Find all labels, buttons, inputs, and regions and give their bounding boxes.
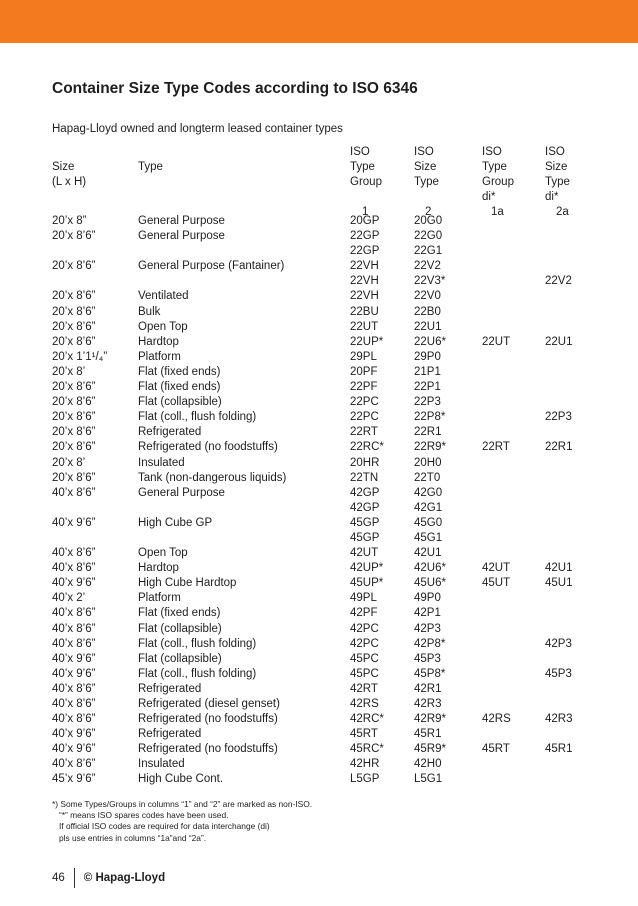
cell-iso-group: 42HR (350, 758, 380, 771)
col-number-1: 1 (362, 206, 369, 218)
cell-iso-group: 22RC* (350, 441, 384, 454)
col-header-size: Size (L x H) (52, 161, 87, 188)
table-row (52, 214, 605, 229)
cell-size: 20’x 8” (52, 215, 87, 227)
cell-iso-size-type-di: 45P3 (545, 667, 572, 680)
cell-size: 20’x 8’6” (52, 290, 96, 303)
cell-iso-group-di (482, 697, 545, 712)
cell-iso-size-type: 29P0 (414, 350, 441, 363)
cell-iso-group-di: 22RT (482, 441, 510, 454)
cell-type: Refrigerated (138, 682, 202, 695)
cell-iso-group-di: 22UT (482, 335, 511, 348)
cell-iso-group-di (482, 365, 545, 380)
col-header-iso-size-type-di: ISO Size Type di* (545, 146, 570, 203)
cell-iso-group: 42RC* (350, 713, 384, 726)
cell-iso-group: 45GP (350, 516, 380, 529)
cell-iso-group-di (482, 305, 545, 320)
table-row (52, 471, 605, 486)
cell-size: 40’x 8’6” (52, 713, 96, 726)
container-codes-table (52, 214, 605, 788)
table-row (52, 516, 605, 531)
table-row (52, 546, 605, 561)
cell-size: 20’x 1’1¹/₄” (52, 350, 108, 363)
cell-iso-group: 22VH (350, 275, 379, 288)
cell-iso-size-type-di (545, 289, 605, 304)
cell-iso-size-type-di (545, 395, 605, 410)
table-row (52, 727, 605, 742)
table-row (52, 757, 605, 772)
cell-type: High Cube GP (138, 516, 213, 529)
cell-iso-size-type-di (545, 606, 605, 621)
cell-size (52, 531, 138, 546)
cell-iso-size-type-di: 45R1 (545, 743, 573, 756)
cell-type (138, 274, 350, 289)
cell-iso-group-di (482, 516, 545, 531)
cell-iso-size-type: 22R9* (414, 441, 446, 454)
cell-iso-group: 42GP (350, 486, 380, 499)
cell-iso-size-type: 22P1 (414, 381, 441, 394)
cell-iso-group: 42UT (350, 547, 379, 560)
footnote: *) Some Types/Groups in columns “1” and “2” are marked as non-ISO. “*” means ISO spares codes have been used. If official ISO codes are required for data interchange (di) pls use entries in columns “1a”and “2a”. (52, 799, 313, 843)
cell-iso-size-type: 42R3 (414, 698, 442, 710)
cell-iso-group: 20GP (350, 215, 380, 227)
cell-size: 40’x 8’6” (52, 758, 96, 771)
cell-iso-size-type-di (545, 320, 605, 335)
cell-type: Flat (fixed ends) (138, 607, 221, 620)
cell-type: Refrigerated (no foodstuffs) (138, 713, 278, 726)
cell-iso-size-type-di: 42U1 (545, 562, 573, 575)
cell-size: 45’x 9’6” (52, 773, 96, 786)
table-row (52, 697, 605, 712)
cell-type: General Purpose (Fantainer) (138, 260, 285, 273)
cell-iso-group-di (482, 667, 545, 682)
cell-iso-group: 42PC (350, 637, 379, 650)
cell-iso-group-di (482, 350, 545, 365)
cell-type: General Purpose (138, 215, 225, 227)
table-row (52, 289, 605, 304)
cell-iso-size-type: 42G1 (414, 501, 443, 514)
table-row (52, 712, 605, 727)
cell-size: 40’x 9’6” (52, 516, 96, 529)
cell-iso-group: 45RC* (350, 743, 384, 756)
cell-iso-group-di (482, 727, 545, 742)
cell-type: Bulk (138, 305, 161, 318)
table-row (52, 456, 605, 471)
table-row (52, 259, 605, 274)
cell-iso-size-type-di (545, 456, 605, 471)
cell-iso-group-di (482, 320, 545, 335)
table-row (52, 486, 605, 501)
cell-type: High Cube Cont. (138, 773, 224, 786)
cell-iso-group: 45GP (350, 531, 380, 544)
cell-iso-group: 45PC (350, 652, 379, 665)
cell-type: Flat (collapsible) (138, 652, 222, 665)
col-number-1a: 1a (491, 206, 504, 218)
cell-iso-group-di (482, 591, 545, 606)
cell-size: 40’x 8’6” (52, 562, 96, 575)
cell-iso-size-type: 42R1 (414, 682, 442, 695)
cell-iso-size-type: 45R9* (414, 743, 446, 756)
cell-iso-size-type-di (545, 622, 605, 637)
cell-iso-size-type: 45P3 (414, 652, 441, 665)
cell-size: 20’x 8’6” (52, 471, 96, 484)
cell-iso-group: 42RS (350, 698, 379, 710)
cell-size: 20’x 8’6” (52, 441, 96, 454)
cell-iso-size-type-di: 45U1 (545, 577, 573, 590)
table-row (52, 380, 605, 395)
cell-type: Refrigerated (138, 426, 202, 439)
col-header-iso-group-di: ISO Type Group di* (482, 146, 514, 203)
cell-iso-size-type: 22P3 (414, 396, 441, 409)
cell-iso-group-di: 45UT (482, 577, 511, 590)
cell-iso-size-type: 42R9* (414, 713, 446, 726)
cell-iso-size-type-di (545, 772, 605, 787)
cell-iso-group: 22PC (350, 411, 379, 424)
cell-iso-group: 22RT (350, 426, 378, 439)
cell-type: General Purpose (138, 230, 225, 243)
cell-type: Hardtop (138, 335, 179, 348)
cell-iso-group-di (482, 652, 545, 667)
cell-iso-size-type: 42G0 (414, 486, 443, 499)
cell-iso-size-type-di (545, 380, 605, 395)
cell-iso-size-type: 22V0 (414, 290, 441, 303)
page-footer (52, 868, 165, 888)
cell-iso-group: 22TN (350, 471, 379, 484)
cell-iso-group: 22PF (350, 381, 378, 394)
cell-iso-group: 22VH (350, 260, 379, 273)
cell-iso-size-type-di (545, 259, 605, 274)
cell-size: 20’x 8’6” (52, 230, 96, 243)
cell-iso-group-di: 45RT (482, 743, 510, 756)
cell-type: Tank (non-dangerous liquids) (138, 471, 287, 484)
cell-iso-group: 42PF (350, 607, 378, 620)
cell-iso-size-type: 45R1 (414, 728, 442, 741)
cell-iso-group: 22UT (350, 320, 379, 333)
table-row (52, 335, 605, 350)
cell-iso-size-type-di (545, 591, 605, 606)
table-row (52, 229, 605, 244)
cell-iso-size-type: 42P3 (414, 622, 441, 635)
table-header (0, 145, 638, 218)
cell-iso-size-type-di: 42P3 (545, 637, 572, 650)
cell-iso-size-type-di: 22R1 (545, 441, 573, 454)
cell-iso-group: 42GP (350, 501, 380, 514)
cell-iso-size-type: 22U6* (414, 335, 446, 348)
table-row (52, 576, 605, 591)
cell-iso-size-type: 49P0 (414, 592, 441, 605)
cell-size: 20’x 8’6” (52, 320, 96, 333)
cell-iso-group-di (482, 486, 545, 501)
cell-iso-group-di (482, 274, 545, 289)
cell-size: 20’x 8’6” (52, 411, 96, 424)
cell-size: 40’x 8’6” (52, 622, 96, 635)
cell-size: 40’x 8’6” (52, 698, 96, 710)
cell-iso-size-type-di (545, 305, 605, 320)
cell-size: 20’x 8’ (52, 456, 86, 469)
cell-iso-group: 42UP* (350, 562, 384, 575)
cell-iso-size-type: 42P1 (414, 607, 441, 620)
cell-iso-group: 45RT (350, 728, 378, 741)
cell-iso-group: 49PL (350, 592, 377, 605)
cell-iso-size-type-di (545, 425, 605, 440)
cell-type: Flat (coll., flush folding) (138, 667, 257, 680)
cell-iso-size-type: 45U6* (414, 577, 446, 590)
cell-iso-size-type: 22T0 (414, 471, 441, 484)
cell-size: 40’x 8’6” (52, 486, 96, 499)
cell-type: Refrigerated (no foodstuffs) (138, 743, 278, 756)
cell-iso-size-type-di (545, 350, 605, 365)
cell-iso-size-type: 22V2 (414, 260, 441, 273)
cell-iso-size-type: L5G1 (414, 773, 443, 786)
cell-iso-group-di: 42RS (482, 713, 511, 726)
cell-iso-group-di (482, 456, 545, 471)
cell-iso-size-type-di (545, 501, 605, 516)
table-row (52, 637, 605, 652)
cell-iso-size-type: 45P8* (414, 667, 446, 680)
table-row (52, 440, 605, 455)
cell-iso-group-di (482, 757, 545, 772)
col-header-iso-size-type: ISO Size Type (414, 146, 439, 188)
cell-iso-group: 22GP (350, 230, 380, 243)
table-row (52, 320, 605, 335)
cell-iso-size-type: 22G1 (414, 245, 443, 258)
cell-iso-size-type: 22V3* (414, 275, 446, 288)
cell-type: Flat (coll., flush folding) (138, 637, 257, 650)
cell-iso-size-type-di (545, 546, 605, 561)
cell-iso-size-type: 20H0 (414, 456, 442, 469)
cell-type: Flat (fixed ends) (138, 365, 221, 378)
cell-size: 40’x 8’6” (52, 547, 96, 560)
cell-iso-size-type-di (545, 471, 605, 486)
table-row (52, 667, 605, 682)
cell-iso-group-di: 42UT (482, 562, 511, 575)
cell-iso-group: 22VH (350, 290, 379, 303)
cell-iso-group: L5GP (350, 773, 380, 786)
cell-size: 40’x 9’6” (52, 728, 96, 741)
cell-size (52, 274, 138, 289)
cell-iso-group-di (482, 410, 545, 425)
table-row (52, 622, 605, 637)
cell-iso-group: 22GP (350, 245, 380, 258)
cell-iso-size-type: 22U1 (414, 320, 442, 333)
table-row (52, 425, 605, 440)
table-row (52, 244, 605, 259)
cell-iso-group: 22BU (350, 305, 379, 318)
cell-size: 40’x 9’6” (52, 743, 96, 756)
table-row (52, 410, 605, 425)
cell-type: Refrigerated (138, 728, 202, 741)
page-title: Container Size Type Codes according to ISO 6346 (52, 80, 418, 97)
cell-size: 20’x 8’6” (52, 381, 96, 394)
cell-size: 20’x 8’6” (52, 335, 96, 348)
cell-iso-group-di (482, 772, 545, 787)
cell-size: 20’x 8’6” (52, 396, 96, 409)
cell-size: 40’x 9’6” (52, 577, 96, 590)
cell-iso-size-type-di (545, 682, 605, 697)
table-row (52, 395, 605, 410)
cell-iso-group: 20PF (350, 365, 378, 378)
cell-size: 40’x 9’6” (52, 652, 96, 665)
cell-iso-size-type-di (545, 365, 605, 380)
cell-iso-size-type-di (545, 486, 605, 501)
cell-size: 40’x 9’6” (52, 667, 96, 680)
cell-iso-size-type: 42U1 (414, 547, 442, 560)
cell-iso-size-type: 22R1 (414, 426, 442, 439)
cell-iso-size-type-di (545, 697, 605, 712)
cell-size: 40’x 8’6” (52, 637, 96, 650)
cell-type: Platform (138, 592, 181, 605)
page-subtitle: Hapag-Lloyd owned and longterm leased container types (52, 123, 343, 135)
cell-size: 20’x 8’ (52, 365, 86, 378)
table-row (52, 606, 605, 621)
table-row (52, 561, 605, 576)
cell-iso-group: 20HR (350, 456, 380, 469)
cell-iso-group: 45PC (350, 667, 379, 680)
cell-iso-size-type: 45G1 (414, 531, 443, 544)
cell-iso-group: 42RT (350, 682, 378, 695)
cell-iso-group: 22PC (350, 396, 379, 409)
cell-iso-size-type: 42H0 (414, 758, 442, 771)
cell-type: Refrigerated (no foodstuffs) (138, 441, 278, 454)
cell-iso-group: 29PL (350, 350, 377, 363)
cell-iso-group-di (482, 531, 545, 546)
cell-iso-size-type: 21P1 (414, 365, 441, 378)
table-row (52, 274, 605, 289)
cell-type: Refrigerated (diesel genset) (138, 698, 280, 710)
cell-size: 20’x 8’6” (52, 260, 96, 273)
cell-iso-size-type-di (545, 652, 605, 667)
cell-iso-size-type-di (545, 516, 605, 531)
cell-type: Ventilated (138, 290, 189, 303)
cell-size: 40’x 8’6” (52, 607, 96, 620)
cell-size: 20’x 8’6” (52, 305, 96, 318)
cell-type: Insulated (138, 758, 185, 771)
table-row (52, 742, 605, 757)
cell-iso-group-di (482, 637, 545, 652)
cell-type: General Purpose (138, 486, 225, 499)
cell-iso-size-type-di (545, 531, 605, 546)
cell-iso-size-type-di (545, 244, 605, 259)
cell-size: 40’x 8’6” (52, 682, 96, 695)
cell-iso-size-type: 22B0 (414, 305, 441, 318)
cell-type: Flat (collapsible) (138, 396, 222, 409)
cell-iso-size-type-di (545, 757, 605, 772)
cell-iso-size-type: 45G0 (414, 516, 443, 529)
cell-iso-group-di (482, 501, 545, 516)
cell-iso-group-di (482, 682, 545, 697)
table-row (52, 591, 605, 606)
table-row (52, 682, 605, 697)
cell-iso-group-di (482, 606, 545, 621)
cell-type: Insulated (138, 456, 185, 469)
table-row (52, 365, 605, 380)
cell-iso-size-type: 22G0 (414, 230, 443, 243)
cell-iso-group-di (482, 546, 545, 561)
cell-iso-size-type-di: 22U1 (545, 335, 573, 348)
cell-type: Flat (collapsible) (138, 622, 222, 635)
col-header-iso-group: ISO Type Group (350, 146, 382, 188)
cell-size (52, 501, 138, 516)
page-number: 46 (52, 872, 65, 884)
table-row (52, 305, 605, 320)
cell-type: Hardtop (138, 562, 179, 575)
table-row (52, 350, 605, 365)
cell-type: Flat (coll., flush folding) (138, 411, 257, 424)
cell-iso-group-di (482, 380, 545, 395)
cell-iso-group-di (482, 289, 545, 304)
table-row (52, 772, 605, 787)
cell-size: 40’x 2’ (52, 592, 86, 605)
copyright: © Hapag-Lloyd (83, 872, 166, 884)
cell-iso-group-di (482, 395, 545, 410)
col-number-2: 2 (425, 206, 432, 218)
cell-type (138, 501, 350, 516)
cell-type: Open Top (138, 320, 188, 333)
cell-iso-group-di (482, 622, 545, 637)
cell-iso-size-type-di: 42R3 (545, 713, 573, 726)
cell-iso-size-type: 42U6* (414, 562, 446, 575)
table-row (52, 531, 605, 546)
cell-iso-size-type-di: 22V2 (545, 275, 572, 288)
cell-type (138, 244, 350, 259)
cell-iso-group: 45UP* (350, 577, 384, 590)
cell-iso-group: 22UP* (350, 335, 384, 348)
cell-iso-size-type-di (545, 229, 605, 244)
cell-size (52, 244, 138, 259)
cell-iso-group-di (482, 214, 545, 229)
table-row (52, 501, 605, 516)
cell-iso-group-di (482, 259, 545, 274)
cell-type: Open Top (138, 547, 188, 560)
cell-iso-size-type-di: 22P3 (545, 411, 572, 424)
cell-iso-size-type-di (545, 214, 605, 229)
cell-type: Platform (138, 350, 181, 363)
cell-size: 20’x 8’6” (52, 426, 96, 439)
header-orange-bar (0, 0, 638, 43)
cell-iso-size-type: 20G0 (414, 215, 443, 227)
cell-iso-group-di (482, 471, 545, 486)
cell-type (138, 531, 350, 546)
cell-iso-group-di (482, 425, 545, 440)
cell-iso-group-di (482, 244, 545, 259)
cell-iso-size-type-di (545, 727, 605, 742)
cell-iso-size-type: 22P8* (414, 411, 446, 424)
cell-iso-group-di (482, 229, 545, 244)
col-header-type: Type (138, 161, 163, 173)
footer-divider (74, 868, 75, 888)
col-number-2a: 2a (556, 206, 569, 218)
cell-iso-group: 42PC (350, 622, 379, 635)
cell-type: Flat (fixed ends) (138, 381, 221, 394)
table-row (52, 652, 605, 667)
cell-iso-size-type: 42P8* (414, 637, 446, 650)
cell-type: High Cube Hardtop (138, 577, 237, 590)
